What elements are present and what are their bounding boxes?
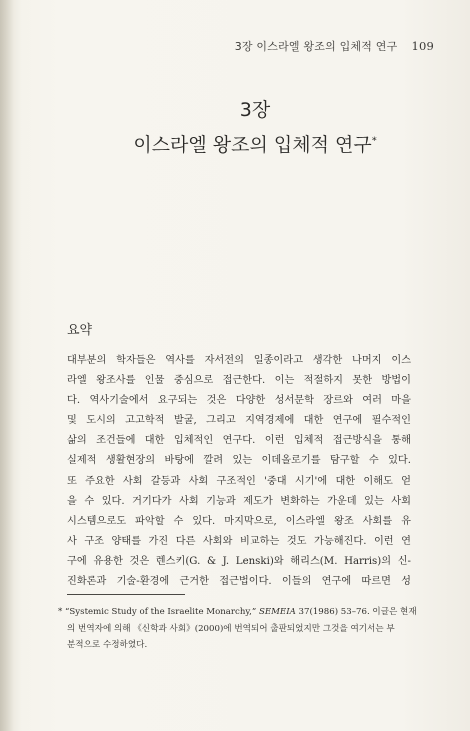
footnote-divider (67, 594, 185, 595)
body-line: 사 구조 양태를 가진 다른 사회와 비교하는 것도 가능해진다. 이런 연 (67, 535, 411, 547)
chapter-title-text: 이스라엘 왕조의 입체적 연구 (133, 134, 372, 156)
body-line: 및 도시의 고고학적 발굴, 그리고 지역경제에 대한 연구에 필수적인 (67, 415, 411, 427)
footnote-line: 의 번역자에 의해 《신학과 사회》(2000)에 번역되어 출판되었지만 그것을 여기서는 부 (67, 623, 395, 634)
abstract-body (67, 351, 411, 592)
body-line: 삶의 조건들에 대한 입체적인 연구다. 이런 입체적 접근방식을 통해 (67, 435, 411, 447)
body-line: 대부분의 학자들은 역사를 자서전의 일종이라고 생각한 나머지 이스 (67, 355, 411, 366)
footnote-line: 분적으로 수정하였다. (67, 640, 148, 650)
running-head (235, 38, 434, 54)
body-line: 라엘 왕조사를 인물 중심으로 접근한다. 이는 적절하지 못한 방법이 (67, 375, 411, 387)
page-number: 109 (411, 39, 434, 53)
body-line: 진화론과 기술-환경에 근거한 접근법이다. 이들의 연구에 따르면 성 (67, 576, 411, 588)
running-head-title: 3장 이스라엘 왕조의 입체적 연구 (234, 40, 398, 53)
chapter-label: 3장 (239, 99, 271, 121)
body-line: 시스템으로도 파악할 수 있다. 마지막으로, 이스라엘 왕조 사회를 유 (67, 515, 411, 527)
footnote-citation: “Systemic Study of the Israelite Monarchy,” (65, 607, 259, 617)
chapter-heading (0, 95, 470, 157)
chapter-title (40, 130, 470, 157)
body-line: 구에 유용한 것은 렌스키(G. & J. Lenski)와 해리스(M. Harris)의 신- (67, 555, 411, 567)
footnote (58, 604, 417, 654)
footnote-marker: * (58, 607, 63, 617)
section-heading: 요약 (67, 323, 93, 338)
footnote-citation-tail: 37(1986) 53–76. 이글은 현재 (295, 607, 417, 617)
body-line: 또 주요한 사회 갈등과 사회 구조적인 '중대 시기'에 대한 이해도 얻 (67, 475, 411, 487)
body-line: 실제적 생활현장의 바탕에 깔려 있는 이데올로기를 탐구할 수 있다. (67, 455, 411, 467)
chapter-footnote-marker: * (371, 135, 377, 147)
body-line: 다. 역사기술에서 요구되는 것은 다양한 성서문학 장르와 여러 마을 (67, 395, 411, 407)
footnote-line (58, 604, 417, 621)
body-line: 을 수 있다. 거기다가 사회 기능과 제도가 변화하는 가운데 있는 사회 (67, 495, 411, 507)
footnote-journal: SEMEIA (258, 607, 296, 617)
